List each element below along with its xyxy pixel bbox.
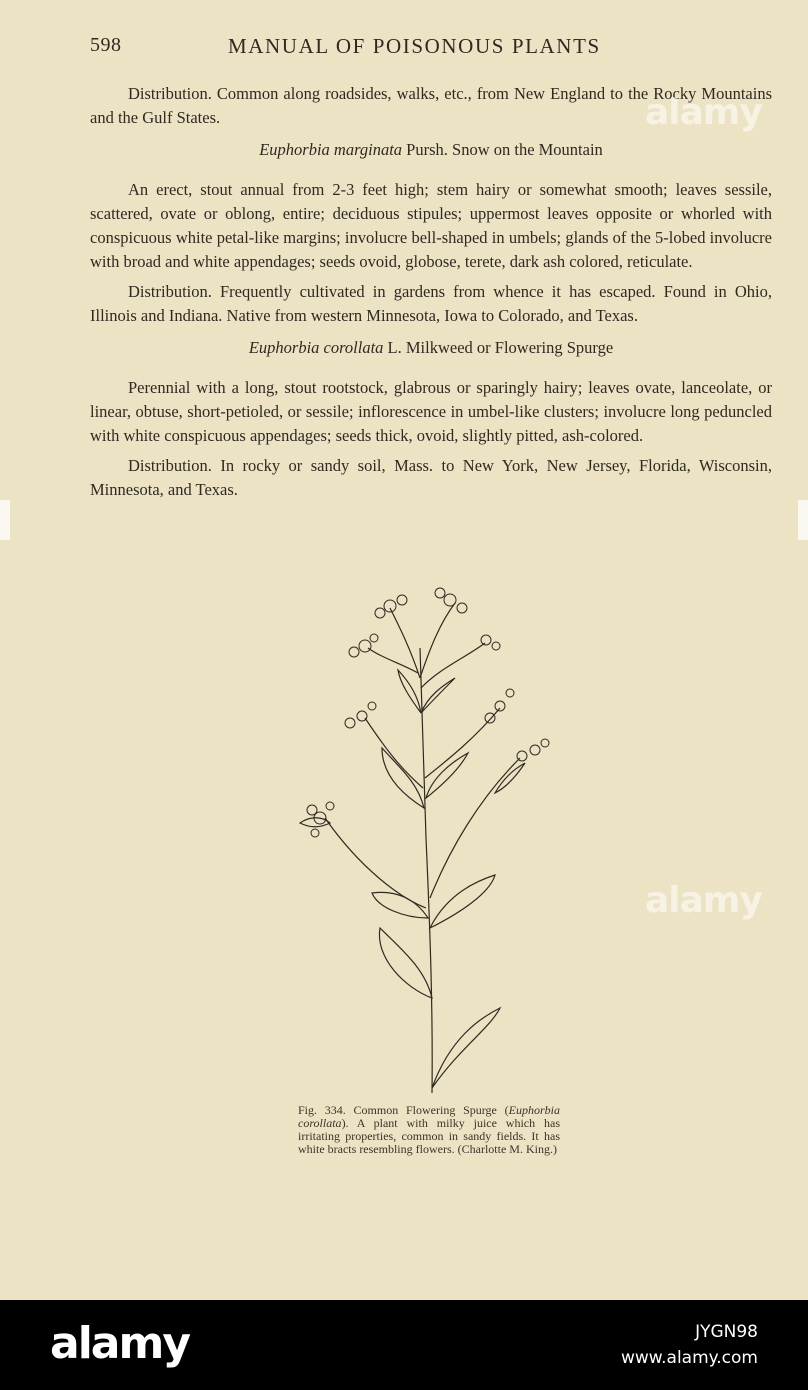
paragraph-description-marginata: An erect, stout annual from 2-3 feet high; stem hairy or somewhat smooth; leaves sessile, scattered, ovate or oblong, entire; deciduous stipules; uppermost leaves opposite or whorled with conspicuous white petal-like margins; involucre bell-shaped in umbels; glands of the 5-lobed involucre with broad and white appendages; seeds ovoid, globose, terete, dark ash colored, reticulate. — [90, 180, 772, 271]
running-title: MANUAL OF POISONOUS PLANTS — [228, 34, 601, 58]
watermark: alamy — [645, 92, 762, 133]
paragraph-distribution-marginata: Distribution. Frequently cultivated in gardens from whence it has escaped. Found in Ohio, Illinois and Indiana. Native from western Minnesota, Iowa to Colorado, and Texas. — [90, 282, 772, 325]
edge-mark — [0, 500, 10, 540]
figure-caption — [298, 1104, 560, 1156]
species-heading-corollata — [90, 336, 772, 360]
paragraph-description-corollata: Perennial with a long, stout rootstock, glabrous or sparingly hairy; leaves ovate, lanceolate, or linear, obtuse, short-petioled, or sessile; inflorescence in umbel-like clusters; involucre long peduncled with white conspicuous appendages; seeds thick, ovoid, slightly pitted, ash-colored. — [90, 378, 772, 445]
species-name-marginata: Euphorbia marginata — [259, 140, 403, 159]
site-url: www.alamy.com — [620, 1348, 758, 1368]
paragraph-distribution-1: Distribution. Common along roadsides, walks, etc., from New England to the Rocky Mountains and the Gulf States. — [90, 84, 772, 127]
species-name-corollata: Euphorbia corollata — [248, 338, 384, 357]
species-heading-rest: Pursh. Snow on the Mountain — [402, 140, 603, 159]
running-head — [90, 34, 780, 64]
paragraph-distribution-corollata: Distribution. In rocky or sandy soil, Mass. to New York, New Jersey, Florida, Wisconsin, Minnesota, and Texas. — [90, 456, 772, 499]
alamy-logo: alamy — [50, 1318, 189, 1369]
species-heading-rest: L. Milkweed or Flowering Spurge — [383, 338, 614, 357]
caption-text-post: ). A plant with milky juice which has irritating properties, common in sandy fields. It has white bracts resembling flowers. (Charlotte M. King.) — [298, 1116, 560, 1156]
stock-footer-bar — [0, 1300, 808, 1390]
watermark: alamy — [645, 880, 762, 921]
caption-text-pre: Fig. 334. Common Flowering Spurge ( — [298, 1103, 509, 1117]
edge-mark — [798, 500, 808, 540]
caption-species: Euphorbia corollata — [298, 1103, 560, 1130]
plant-illustration-icon — [290, 578, 575, 1098]
image-id: JYGN98 — [695, 1322, 758, 1342]
page-number: 598 — [90, 34, 122, 56]
species-heading-marginata — [90, 138, 772, 162]
body-text — [90, 82, 772, 508]
